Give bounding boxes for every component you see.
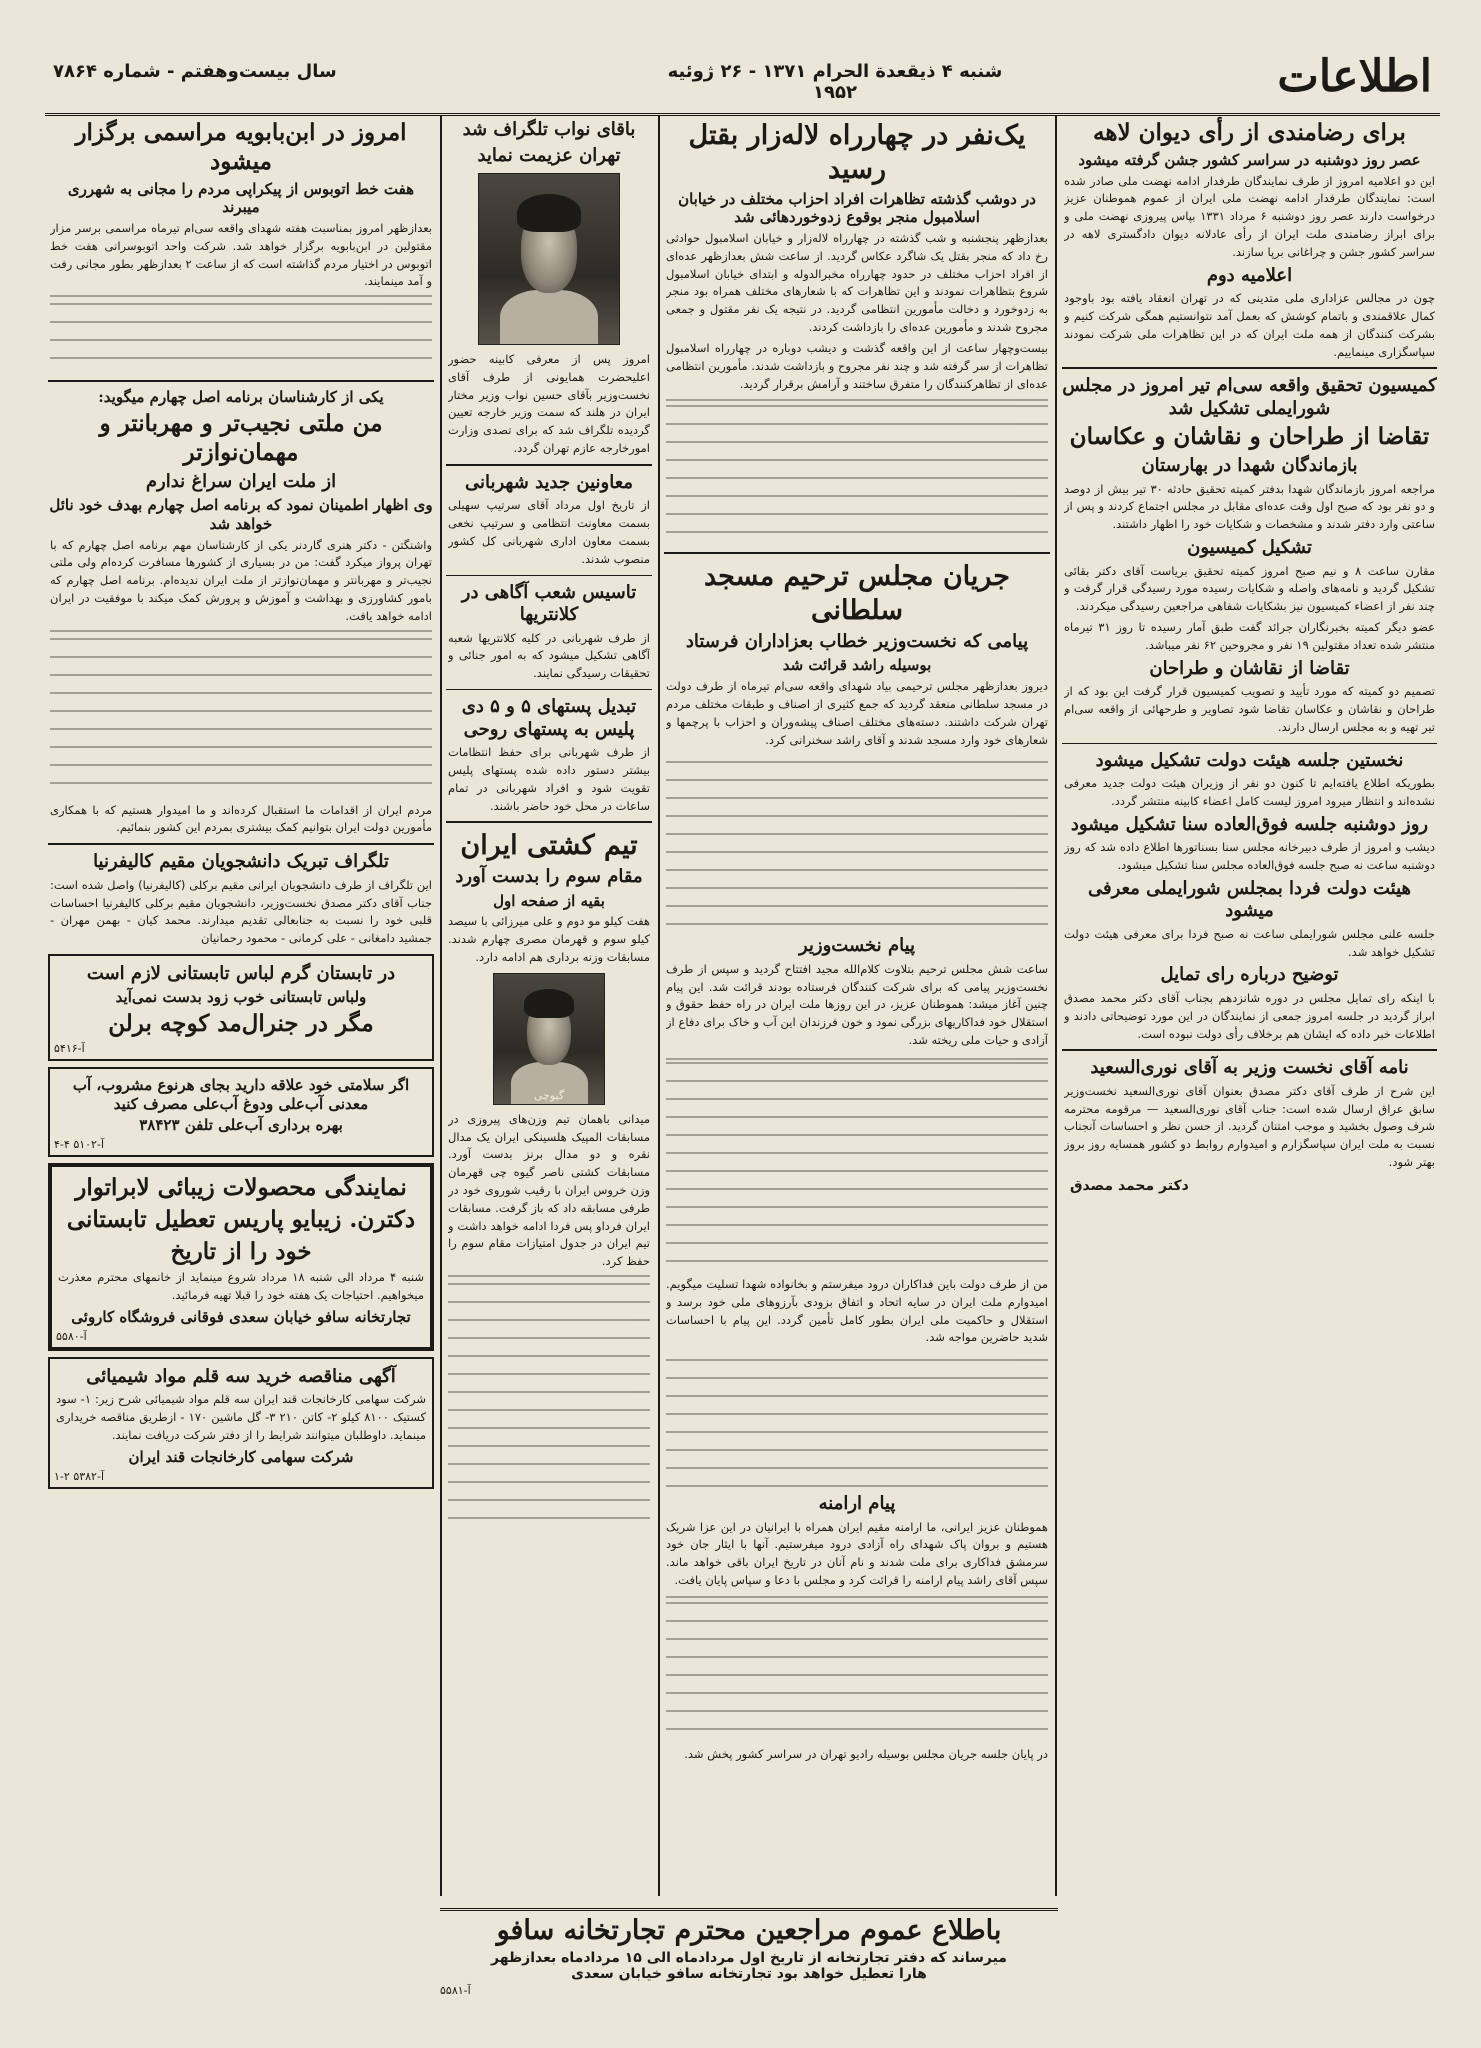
ad-text: شنبه ۴ مرداد الی شنبه ۱۸ مرداد شروع مینماید از خانمهای محترم معذرت میخواهیم. احتیاجات یک هفته خود را قبلا تهیه فرمائید. [58, 1270, 424, 1303]
section-heading: تقاضا از نقاشان و طراحان [1149, 657, 1350, 679]
ad-signature: شرکت سهامی کارخانجات قند ایران [128, 1447, 354, 1466]
column-rule [1055, 116, 1057, 1896]
ad-text: بهره برداری آب‌علی تلفن ۳۸۴۲۳ [139, 1116, 343, 1135]
ad-code: آ-۵۱۰۲ ۴-۴ [54, 1138, 104, 1152]
article-text: عضو دیگر کمیته بخبرنگاران جرائد گفت طبق آمار رسیده تا روز ۳۱ تیرماه منتشر شده تعداد مقتولین ۱۹ نفر و مجروحین ۶۲ نفر میباشد. [1064, 619, 1435, 652]
column-2 [664, 116, 1050, 2004]
newspaper-title: اطلاعات [1277, 51, 1432, 102]
article-text: دیشب و امروز از طرف دبیرخانه مجلس سنا بسناتورها اطلاع داده شد که روز دوشنبه ساعت نه صبح جلسه فوق‌العاده مجلس سنا تشکیل میشود. [1064, 840, 1435, 872]
ad-text: تجارتخانه سافو خیابان سعدی فوقانی فروشگاه کاروئی [71, 1308, 411, 1327]
ad-tender [48, 1357, 434, 1489]
headline: تاسیس شعب آگاهی در کلانتریها [461, 581, 637, 626]
headline: روز دوشنبه جلسه فوق‌العاده سنا تشکیل میشود [1070, 813, 1429, 835]
subheadline: مقام سوم را بدست آورد [455, 866, 643, 888]
section-heading: پیام نخست‌وزیر [798, 935, 916, 957]
section-heading: پیام ارامنه [818, 1493, 896, 1515]
headline: کمیسیون تحقیق واقعه سی‌ام تیر امروز در مجلس شورایملی تشکیل شد [1062, 375, 1437, 419]
article-text: بیست‌وچهار ساعت از این واقعه گذشت و دیشب دوباره در چهارراه اسلامبول تظاهرات از سر گرفته شد و چند نفر مجروح و بازداشت شدند. مأمورین انتظامی عده‌ای از تظاهرکنندگان را متفرق ساختند و آرامش برقرار گردید. [666, 340, 1048, 391]
article-text: بطوریکه اطلاع یافته‌ایم تا کنون دو نفر از وزیران هیئت دولت جدید معرفی نشده‌اند و انتظار میرود امروز لیست کامل اعضاء کابینه منتشر گردد. [1064, 776, 1435, 808]
column-rule [658, 116, 660, 1896]
article-text: چون در مجالس عزاداری ملی متدینی که در تهران انعقاد یافته بود باوجود کمال علاقمندی و باتمام کوشش که بعمل آمد نتوانستیم همگی شرکت کنیم و بشرکت کنندگان از همه ملت ایران که در این تظاهرات ملی شرکت نمودند سپاسگزاری مینماییم. [1064, 291, 1435, 359]
ad-code: آ-۵۴۱۶ [54, 1041, 85, 1055]
issue-number: سال بیست‌وهفتم - شماره ۷۸۶۴ [53, 61, 337, 82]
article-text: بعدازظهر پنجشنبه و شب گذشته در چهارراه لاله‌زار و خیابان اسلامبول حوادثی رخ داد که منجر بقتل یک شاگرد عکاس گردید. از ساعت شش بعدازظهر عده‌ای از افراد احزاب مختلف در حدود چهارراه مخبرالدوله و ابتدای خیابان اسلامبول شروع بتظاهرات نمودند و این تظاهرات که با شعارهای مختلف همراه بود منجر به زدوخورد و دخالت مأمورین انتظامی گردید. در نتیجه یک نفر مقتول و جمعی مجروح شدند و مأمورین عده‌ای را بازداشت کردند. [666, 231, 1048, 335]
article-text: واشنگتن - دکتر هنری گاردنر یکی از کارشناسان مهم برنامه اصل چهارم که با تهران پرواز میکرد گفت: من در بسیاری از کشورها مسافرت کرده‌ام ولی ملتی نجیب‌تر و مهربانتر و مهمان‌نوازتر از ملت ایران ندیده‌ام. برنامه اصل چهارم که بامور کشاورزی و بهداشت و آموزش و پرورش کمک میکند با موفقیت در ایران ادامه خواهد یافت. [50, 537, 432, 623]
headline: باقای نواب تلگراف شد [462, 119, 636, 140]
section-heading: اعلامیه دوم [1206, 264, 1293, 286]
headline: از ملت ایران سراغ ندارم [145, 470, 337, 492]
article-text: از طرف شهربانی برای حفظ انتظامات بیشتر دستور داده شده پستهای پلیس تقویت شود و افراد شهربانی در تمام ساعات در محل خود حاضر باشند. [448, 745, 650, 813]
portrait-photo [478, 173, 620, 345]
subheadline: عصر روز دوشنبه در سراسر کشور جشن گرفته میشود [1078, 150, 1421, 169]
headline: جریان مجلس ترحیم مسجد سلطانی [704, 561, 1010, 627]
article-text: مراجعه امروز بازماندگان شهدا بدفتر کمیته تحقیق حادثه ۳۰ تیر بیش از دوصد و دو نفر بود که صبح اول وقت عده‌ای مقابل در مجلس اجتماع کردند و پس از ساعتی وارد دفتر شدند و مشخصات و شکایات خود را اظهار داشتند. [1064, 481, 1435, 532]
ad-text: هارا تعطیل خواهد بود تجارتخانه سافو خیابان سعدی [571, 1966, 927, 1982]
subheadline: در دوشب گذشته تظاهرات افراد احزاب مختلف در خیابان اسلامبول منجر بوقوع زدوخوردهائی شد [678, 189, 1036, 227]
article-text: از طرف شهربانی در کلیه کلانتریها شعبه آگاهی تشکیل میشود که به امور جنائی و تحقیقات رسیدگی نمایند. [448, 630, 650, 681]
ad-code: آ-۵۵۸۰ [56, 1329, 87, 1343]
ad-text: ولباس تابستانی خوب زود بدست نمی‌آید [115, 988, 367, 1007]
headline: تقاضا از طراحان و نقاشان و عکاسان [1069, 423, 1430, 451]
ad-code: آ-۵۵۸۱ [440, 1984, 471, 1997]
article-text: از تاریخ اول مرداد آقای سرتیپ سهیلی بسمت معاونت انتظامی و سرتیپ نخعی بسمت معاون اداری شهربانی کل کشور منصوب شدند. [448, 498, 650, 566]
article-text: تصمیم دو کمیته که مورد تأیید و تصویب کمیسیون قرار گرفت این بود که از طراحان و نقاشان و عکاسان تقاضا شود تصاویر و طرحهائی از واقعه سی‌ام تیر تهیه و به مجلس ارسال دارند. [1064, 684, 1435, 734]
issue-date: شنبه ۴ ذیقعدة الحرام ۱۳۷۱ - ۲۶ ژوئیه ۱۹۵۲ [667, 61, 1003, 103]
headline: توضیح درباره رای تمایل [1160, 964, 1339, 986]
article-text: هموطنان عزیز ایرانی، ما ارامنه مقیم ایران همراه با ایرانیان در این عزا شریک هستیم و بروان پاک شهدای راه آزادی درود میفرستیم. آنها با ایثار جان خود سرمشق فداکاری برای ملت شدند و نام آنان در تاریخ ایران باقی خواهد ماند. سپس آقای راشد پیام ارامنه را قرائت کرد و مجلس با دعا و سپاس پایان یافت. [666, 1519, 1048, 1588]
column-1 [1062, 116, 1437, 2004]
ad-general-mode [48, 954, 434, 1061]
article-text: ساعت شش مجلس ترحیم بتلاوت کلام‌الله مجید افتتاح گردید و سپس از طرف نخست‌وزیر پیامی که برای شرکت کنندگان فرستاده بودند قرائت شد. این پیام چنین آغاز میشد: هموطنان عزیز، در این روزها ملت ایران در راه حفظ حقوق و استقلال خود فداکاریهای بزرگی نمود و خون فرزندان این آب و خاک برای دفاع از آزادی و حیات ملی ریخته شد. [666, 961, 1048, 1048]
article-text: جلسه علنی مجلس شورایملی ساعت نه صبح فردا برای معرفی هیئت دولت تشکیل خواهد شد. [1064, 926, 1435, 959]
photo-caption: گیوچی [533, 1088, 565, 1102]
headline: تلگراف تبریک دانشجویان مقیم کالیفرنیا [93, 851, 389, 873]
headline: یک‌نفر در چهارراه لاله‌زار بقتل رسید [688, 120, 1026, 185]
subheadline: تهران عزیمت نماید [477, 144, 621, 166]
ad-text: اگر سلامتی خود علاقه دارید بجای هرنوع مشروب، آب معدنی آب‌علی ودوغ آب‌علی مصرف کنید [72, 1075, 410, 1113]
headline: امروز در ابن‌بابویه مراسمی برگزار میشود [75, 119, 407, 175]
article-text: هفت کیلو مو دوم و علی میرزائی با سیصد کیلو سوم و قهرمان مصری چهارم شدند. مسابقات وزنه برداری هم ادامه دارد. [448, 914, 650, 964]
ad-headline: خود را از تاریخ [170, 1237, 312, 1265]
article-text: با اینکه رای تمایل مجلس در دوره شانزدهم بجناب آقای دکتر محمد مصدق ابراز گردید در جلسه امروز جمعی از نمایندگان در این مورد توضیحاتی دادند و اطلاعات خبر داده که ایشان هم برخلاف رأی دولت نبوده است. [1064, 990, 1435, 1041]
ad-zibayo [48, 1163, 434, 1351]
subheadline: بقیه از صفحه اول [493, 891, 605, 910]
ad-text: میرساند که دفتر تجارتخانه از تاریخ اول مردادماه الی ۱۵ مردادماه بعدازظهر [491, 1950, 1007, 1966]
ad-headline: نمایندگی محصولات زیبائی لابراتوار [75, 1174, 407, 1202]
article-text: این تلگراف از طرف دانشجویان ایرانی مقیم برکلی (کالیفرنیا) واصل شده است: جناب آقای دکتر مصدق نخست‌وزیر، دانشجویان مقیم برکلی کالیفرنیا احساسات قلبی خود را نسبت به جنابعالی تقدیم میدارند. محمد کیان - بهمن مهران - جمشید دامغانی - علی کرمانی - محمود رحمانیان [50, 877, 432, 946]
headline: من ملتی نجیب‌تر و مهربانتر و مهمان‌نوازتر [99, 410, 383, 466]
bottom-ad-safo [440, 1908, 1058, 1999]
subheadline: هفت خط اتوبوس از پیکراپی مردم را مجانی به شهرری میبرند [67, 179, 415, 217]
column-3 [446, 116, 652, 2004]
column-4 [48, 116, 434, 2004]
article-text: دیروز بعدازظهر مجلس ترحیمی بیاد شهدای واقعه سی‌ام تیرماه از طرف دولت در مسجد سلطانی منعقد گردید که جمع کثیری از اصناف و طبقات مختلف مردم تهران شرکت داشتند. دسته‌های مختلف اصناف پیشه‌وران و احزاب با پرچمها و شعارهای خود وارد مسجد شدند و آقای راشد سخنرانی کرد. [666, 679, 1048, 747]
wrestler-photo [493, 973, 605, 1105]
ad-text: شرکت سهامی کارخانجات قند ایران سه قلم مواد شیمیائی شرح زیر: ۱- سود کستیک ۸۱۰۰ کیلو ۲- کاتن ۲۱۰ ۳- گل ماشین ۱۷۰ - ازطریق مناقصه خریداری مینماید. داوطلبان میتوانند شرایط را از دفتر شرکت دریافت نمایند. [56, 1392, 426, 1442]
ad-headline: دکترن. زیبایو پاریس تعطیل تابستانی [66, 1205, 416, 1233]
article-text: در پایان جلسه جریان مجلس بوسیله رادیو تهران در سراسر کشور پخش شد. [684, 1746, 1048, 1761]
signature: دکتر محمد مصدق [1070, 1177, 1189, 1194]
ad-code: آ-۵۳۸۲ ۲-۱ [54, 1469, 104, 1483]
headline: تیم کشتی ایران [460, 830, 638, 862]
article-text: امروز پس از معرفی کابینه حضور اعلیحضرت همایونی از طرف آقای نخست‌وزیر بآقای حسین نواب وزیر مختار ایران در هلند که سمت وزیر خارجه تعیین گردیده تلگراف شد که برای تصدی وزارت امورخارجه عازم تهران گردد. [448, 352, 650, 456]
ad-abali [48, 1067, 434, 1157]
ad-headline: در تابستان گرم لباس تابستانی لازم است [86, 962, 396, 984]
article-text: این شرح از طرف آقای دکتر مصدق بعنوان آقای نوری‌السعید نخست‌وزیر سابق عراق ارسال شده است: جناب آقای نوری‌السعید — مرقومه محترمه شرف وصول بخشید و موجب امتنان گردید. از حسن نظر و احساسات آنجناب نسبت به ملت ایران سپاسگزارم و امیدوارم روابط دو کشور همسایه روز بروز بهتر شود. [1064, 1083, 1435, 1170]
article-text: مردم ایران از اقدامات ما استقبال کرده‌اند و ما امیدوار هستیم که با همکاری مأمورین دولت ایران بتوانیم کمک بیشتری بمردم این کشور بنمائیم. [50, 802, 432, 835]
section-heading: بازماندگان شهدا در بهارستان [1141, 455, 1358, 477]
headline: نامه آقای نخست وزیر به آقای نوری‌السعید [1090, 1057, 1409, 1079]
ad-headline: مگر در جنرال‌مد کوچه برلن [108, 1010, 374, 1038]
masthead [45, 51, 1440, 116]
article-text: بعدازظهر امروز بمناسبت هفته شهدای واقعه سی‌ام تیرماه مراسمی برسر مزار مقتولین در ابن‌بابویه برگزار خواهد شد. شرکت واحد اتوبوسرانی هفت خط اتوبوس در اختیار مردم گذاشته است که از ساعت ۲ بعدازظهر بطور مجانی رفت و آمد مینمایند. [50, 221, 432, 289]
article-text: مقارن ساعت ۸ و نیم صبح امروز کمیته تحقیق بریاست آقای دکتر بقائی تشکیل گردید و نامه‌های واصله و شکایات رسیده مورد رسیدگی قرار گرفت و چند نفر از اعضاء کمیسیون نیز بشکایات شفاهی مراجعین رسیدگی میکردند. [1064, 563, 1435, 614]
headline: هیئت دولت فردا بمجلس شورایملی معرفی میشود [1087, 877, 1412, 922]
column-rule [440, 116, 442, 1896]
headline: معاونین جدید شهربانی [464, 471, 634, 493]
article-text: این دو اعلامیه امروز از طرف نمایندگان طرفدار ادامه نهضت ملی صادر شده است: نمایندگان طرفدار ادامه نهضت ملی ایران از عموم هموطنان عزیز درخواست دارند عصر روز دوشنبه ۶ مرداد ۱۳۳۱ بپاس پیروزی نهضت ملی و برای ابراز رضامندی ملت ایران از رأی عادلانه دیوان دادگستری لاهه در سراسر کشور جشن و چراغانی برپا سازند. [1064, 173, 1435, 259]
subheadline: وی اظهار اطمینان نمود که برنامه اصل چهارم بهدف خود نائل خواهد شد [49, 496, 433, 533]
subheadline: بوسیله راشد قرائت شد [782, 656, 932, 675]
ad-headline: آگهی مناقصه خرید سه قلم مواد شیمیائی [86, 1365, 396, 1387]
section-heading: تشکیل کمیسیون [1187, 537, 1312, 558]
subheadline: یکی از کارشناسان برنامه اصل چهارم میگوید: [98, 388, 384, 407]
headline: برای رضامندی از رأی دیوان لاهه [1093, 119, 1406, 146]
ad-headline: باطلاع عموم مراجعین محترم تجارتخانه سافو [496, 1915, 1002, 1946]
headline: تبدیل پستهای ۵ و ۵ دی پلیس به پستهای روحی [461, 696, 637, 740]
subheadline: پیامی که نخست‌وزیر خطاب بعزاداران فرستاد [685, 630, 1029, 652]
article-text: من از طرف دولت باین فداکاران درود میفرستم و بخانواده شهدا تسلیت میگویم. امیدوارم ملت ایران در سایه اتحاد و اتفاق بزودی بآرزوهای ملی خود برسد و استقلال و حاکمیت ملی ایران بطور کامل تأمین گردد. این پیام با احساسات شدید حاضرین مواجه شد. [666, 1276, 1048, 1345]
headline: نخستین جلسه هیئت دولت تشکیل میشود [1095, 749, 1404, 771]
article-text: میدانی باهمان تیم وزن‌های پیروزی در مسابقات المپیک هلسینکی ایران یک مدال نقره و دو مدال برنز بدست آورد. مسابقات کشتی ناصر گیوه چی قهرمان وزن خروس ایران با رقیب شوروی خود در طرفی مسابقه داد که باز گرفت. مسابقات ایران فرداو پس فردا ادامه خواهد داشت و تیم ایران در جدول امتیازات مقام سوم را حفظ کرد. [448, 1111, 650, 1269]
